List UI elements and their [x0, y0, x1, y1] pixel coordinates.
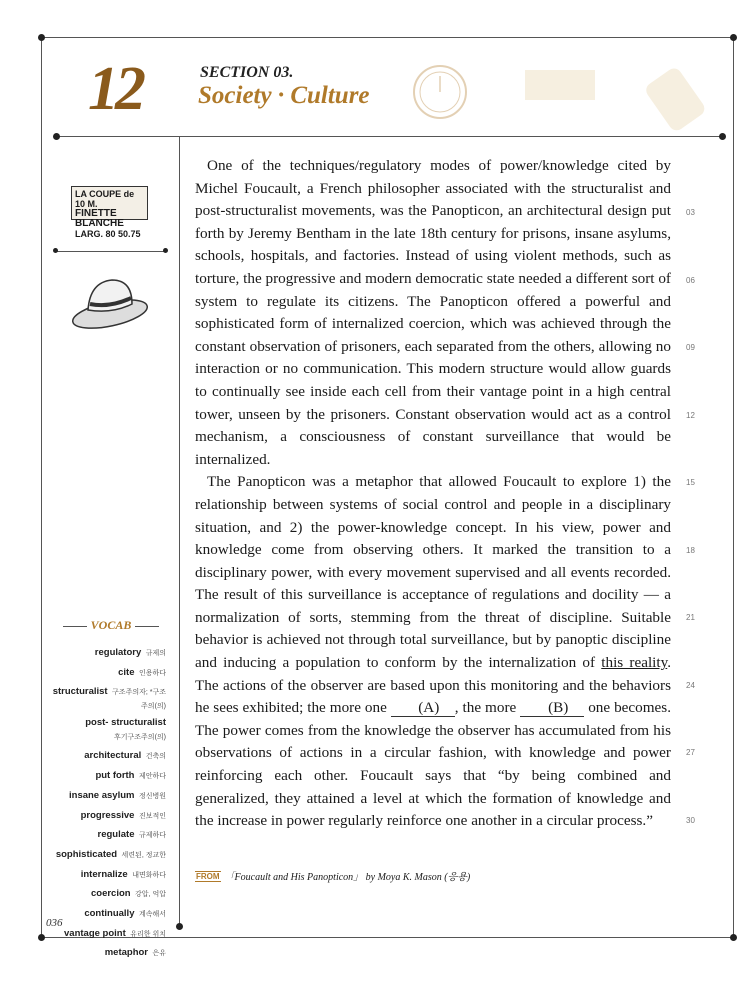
vocab-item: [46, 806, 166, 826]
label-line: LA COUPE de 10 M.: [75, 189, 135, 209]
vocab-item: [46, 715, 166, 744]
vocab-item: [46, 884, 166, 904]
frame-top-border: [41, 37, 733, 38]
vocab-term: post- structuralist: [85, 717, 166, 729]
line-number: 18: [686, 546, 695, 555]
vocab-gloss: 규제의: [145, 650, 166, 657]
passage-paragraph-1: One of the techniques/regulatory modes of power/knowledge cited by Michel Foucault, a French philosopher associated with the structuralist and post-structuralist movements, was the Panopticon, an architectural design put forth by Jeremy Bentham in the late 18th century for prisons, insane asylums, schools, hospitals, and factories. Instead of using violent methods, such as torture, the progressive and modern democratic state needed a different sort of system to regulate its citizens. The Panopticon offered a powerful and sophisticated form of internalized coercion, which was achieved through the constant observation of prisoners, each separated from the others, allowing no interaction or no communication. This modern structure would allow guards to continually see inside each cell from their vantage point in a high central tower, unseen by the prisoners. Constant observation would act as a control mechanism, a consciousness of constant surveillance that would be internalized.: [195, 157, 671, 468]
vocab-term: sophisticated: [55, 848, 118, 860]
vocab-gloss: 세련된, 정교한: [121, 851, 166, 859]
vocab-item: [46, 904, 166, 924]
vocab-term: metaphor: [104, 947, 149, 959]
vocab-gloss: 강압, 억압: [135, 891, 166, 899]
vocab-term: vantage point: [64, 927, 126, 939]
vocab-gloss: 진보적인: [138, 812, 166, 820]
vocab-heading-rule: [135, 626, 159, 627]
vocab-item: [46, 663, 166, 683]
line-number: 03: [686, 208, 695, 217]
vocab-item: [46, 786, 166, 806]
vocab-item: [46, 924, 166, 944]
line-number: 09: [686, 343, 695, 352]
vocab-term: put forth: [95, 770, 135, 782]
vocab-item: [46, 746, 166, 766]
vocab-term: architectural: [84, 750, 142, 762]
line-number: 30: [686, 816, 695, 825]
vocab-item: [46, 943, 166, 963]
passage-text: The Panopticon was a metaphor that allowed Foucault to explore 1) the relationship between systems of social control and people in a disciplinary situation, and 2) the power-knowledge concept. In his view, power and knowledge come from observing others. It marked the transition to a disciplinary power, with every movement supervised and all events recorded. The result of this surveillance is acceptance of regulations and docility — a normalization of sorts, stemming from the threat of discipline. Suitable behavior is achieved not through total surveillance, but by panoptic discipline and inducing a population to conform by the internalization of: [195, 473, 671, 672]
source-tag: FROM: [196, 872, 220, 881]
vocab-item: [46, 643, 166, 663]
vintage-label-illustration: [71, 186, 148, 239]
vocab-item: [46, 684, 166, 712]
vocab-term: coercion: [90, 888, 131, 900]
vocab-term: structuralist: [52, 686, 108, 698]
line-number: 15: [686, 478, 695, 487]
vocab-gloss: 후기구조주의(의): [114, 734, 166, 742]
divider-dot: [176, 923, 183, 930]
line-number: 12: [686, 411, 695, 420]
passage: [195, 155, 671, 833]
vocab-term: regulatory: [94, 647, 142, 658]
passage-paragraph-2: [195, 471, 671, 833]
vocab-term: regulate: [97, 829, 135, 841]
page-number: 036: [46, 917, 63, 929]
section-title: Society · Culture: [198, 82, 370, 109]
vocab-item: [46, 845, 166, 865]
vocab-list: [46, 643, 166, 963]
vocab-gloss: 내면화하다: [132, 871, 166, 879]
unit-number: 12: [88, 55, 142, 123]
vocab-gloss: 유리한 위치: [130, 930, 166, 938]
vocab-heading-rule: [63, 626, 87, 627]
corner-dot: [730, 34, 737, 41]
side-divider: [56, 251, 166, 252]
vocab-gloss: 규제하다: [138, 832, 166, 840]
label-line: FINETTE BLANCHE: [75, 208, 124, 229]
line-number: 27: [686, 748, 695, 757]
column-divider: [179, 136, 180, 926]
vocab-item: [46, 766, 166, 786]
vocab-term: insane asylum: [69, 789, 135, 801]
divider-dot: [163, 248, 168, 253]
hat-illustration: [70, 270, 150, 332]
line-number: 24: [686, 681, 695, 690]
header-divider: [56, 136, 722, 137]
source-citation: [195, 868, 470, 883]
vocab-heading: [56, 618, 166, 633]
divider-dot: [53, 248, 58, 253]
vocab-term: cite: [118, 666, 135, 678]
vocab-term: continually: [84, 908, 135, 920]
vocab-term: progressive: [80, 809, 135, 821]
vocab-term: internalize: [80, 868, 128, 880]
source-text: 「Foucault and His Panopticon」 by Moya K. Mason (응용): [224, 872, 471, 883]
line-number: 21: [686, 613, 695, 622]
label-line: LARG. 80 50.75: [75, 229, 141, 239]
vocab-gloss: 제안하다: [138, 773, 166, 781]
vocab-item: [46, 865, 166, 885]
corner-dot: [730, 934, 737, 941]
corner-dot: [38, 34, 45, 41]
vocab-gloss: 건축의: [145, 753, 166, 761]
line-number: 06: [686, 276, 695, 285]
blank-b[interactable]: (B): [520, 700, 584, 717]
vocab-gloss: 구조주의자; *구조주의(의): [112, 689, 166, 711]
section-label: SECTION 03.: [200, 64, 294, 81]
corner-dot: [38, 934, 45, 941]
vocab-gloss: 은유: [152, 950, 166, 958]
underlined-phrase: this reality: [601, 654, 668, 672]
divider-dot: [719, 133, 726, 140]
header-decoration-sketch: [400, 52, 720, 132]
vocab-item: [46, 825, 166, 845]
passage-text: one becomes. The power comes from the knowledge the observer has accumulated from his observations of actions in a circular fashion, with knowledge and power reinforcing each other. Foucault says that “by being combined and generalized, they attained a level at which the formation of knowledge and the increase in power regularly reinforce one another in a circular process.”: [195, 699, 672, 830]
vocab-gloss: 정신병원: [138, 792, 166, 800]
blank-a[interactable]: (A): [391, 700, 455, 717]
frame-left-border: [41, 37, 42, 937]
passage-text: , the more: [454, 699, 521, 717]
vocab-gloss: 인용하다: [138, 669, 166, 677]
frame-right-border: [733, 37, 734, 937]
divider-dot: [53, 133, 60, 140]
vocab-gloss: 계속해서: [138, 911, 166, 919]
passage-text: . The actions of the observer are based upon this monitoring and the behaviors he sees exhibited; the more one: [195, 654, 672, 717]
vocab-heading-text: VOCAB: [90, 618, 132, 632]
